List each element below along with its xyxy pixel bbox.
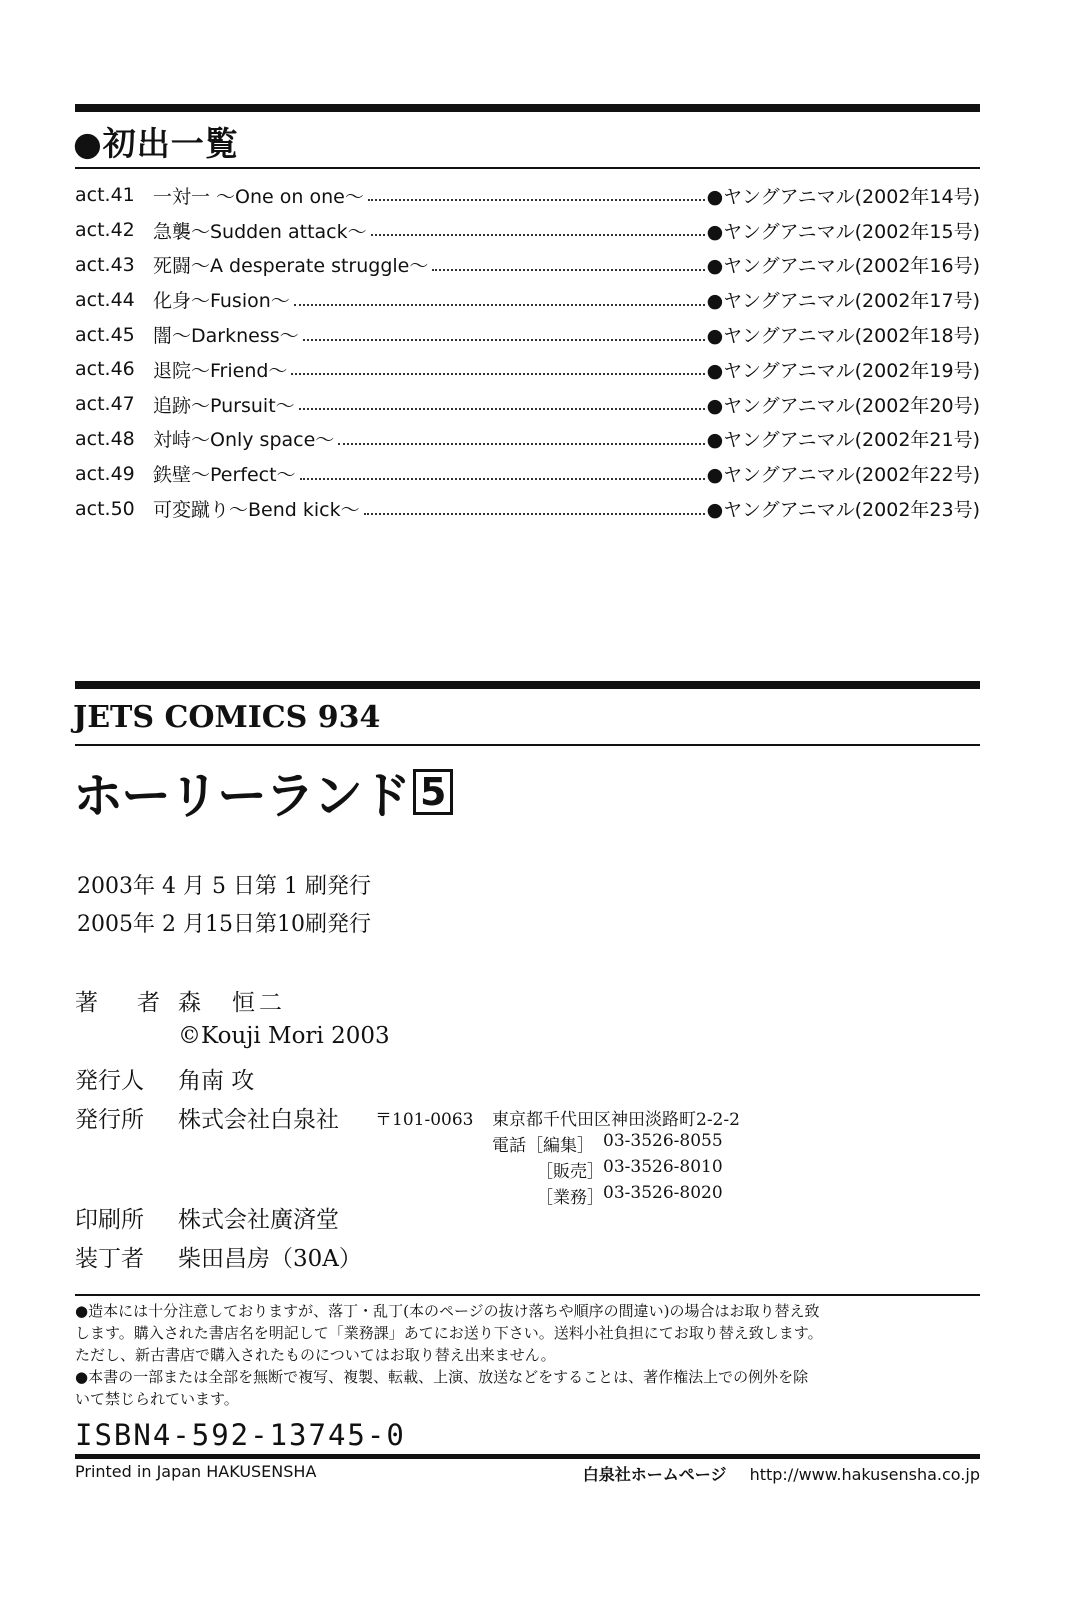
toc-heading-rule [75,167,980,169]
designer-label: 装丁者 [75,1246,144,1272]
series-name: JETS COMICS 934 [73,700,381,735]
toc-title: 鉄壁〜Perfect〜 [153,464,296,487]
notice-line: ●造本には十分注意しておりますが、落丁・乱丁(本のページの抜け落ちや順序の間違い)の場合はお取り替え致 [75,1302,820,1320]
notice-line: いて禁じられています。 [75,1390,239,1408]
book-title [73,756,453,828]
notice-line: ●本書の一部または全部を無断で複写、複製、転載、上演、放送などをすることは、著作権法上での例外を除 [75,1368,809,1386]
toc-act: act.49 [75,462,135,485]
colophon-rule [75,681,980,689]
toc-act: act.42 [75,219,135,242]
dot-leader [299,398,705,410]
toc-act: act.41 [75,184,135,207]
toc-title: 退院〜Friend〜 [153,359,288,382]
notice-line: ただし、新古書店で購入されたものについてはお取り替え出来ません。 [75,1346,556,1364]
toc-title: 急襲〜Sudden attack〜 [153,220,367,243]
phone-number: 03-3526-8055 [603,1131,723,1151]
toc-entry [75,317,980,352]
phone-label: 電話［編集］ [492,1136,594,1156]
publisher-address: 東京都千代田区神田淡路町2-2-2 [492,1110,740,1130]
printer-label: 印刷所 [75,1207,144,1233]
publisher-label: 発行所 [75,1107,144,1133]
footer-rule [75,1454,980,1459]
homepage-url[interactable]: http://www.hakusensha.co.jp [749,1465,980,1484]
toc-source: ●ヤングアニマル(2002年21号) [706,429,980,452]
legal-notice [75,1300,980,1410]
toc-entry [75,456,980,491]
toc-source: ●ヤングアニマル(2002年14号) [706,185,980,208]
toc-act: act.46 [75,358,135,381]
toc-entry [75,352,980,387]
dot-leader [291,363,704,375]
toc-entry [75,282,980,317]
dot-leader [432,259,704,271]
toc-title: 一対一 〜One on one〜 [153,185,364,208]
top-rule [75,104,980,112]
toc-title: 対峙〜Only space〜 [153,429,335,452]
copyright-line: ©Kouji Mori 2003 [178,1023,390,1049]
homepage [583,1462,980,1485]
toc-entry [75,422,980,457]
publisher-name: 株式会社白泉社 [178,1107,339,1133]
publication-dates [77,868,371,944]
notice-line: します。購入された書店名を明記して「業務課」あてにお送り下さい。送料小社負担にてお取り替え致します。 [75,1324,823,1342]
author-name: 森 恒二 [178,990,286,1016]
publisher-person: 角南 攻 [178,1068,255,1094]
dot-leader [338,433,704,445]
toc-source: ●ヤングアニマル(2002年19号) [706,359,980,382]
volume-number: 5 [413,769,453,815]
toc-entry [75,213,980,248]
book-title-text: ホーリーランド [73,767,409,825]
toc-title: 可変蹴り〜Bend kick〜 [153,499,360,522]
dot-leader [300,468,705,480]
dot-leader [294,294,705,306]
series-rule [75,744,980,746]
toc-heading: ●初出一覧 [73,124,239,163]
printer-name: 株式会社廣済堂 [178,1207,339,1233]
toc-act: act.47 [75,393,135,416]
first-print-date: 2003年 4 月 5 日第 1 刷発行 [77,874,371,899]
phone-number: 03-3526-8020 [603,1183,723,1203]
toc-act: act.43 [75,253,135,276]
toc-source: ●ヤングアニマル(2002年23号) [706,499,980,522]
toc-source: ●ヤングアニマル(2002年16号) [706,255,980,278]
toc-act: act.48 [75,427,135,450]
phone-label: ［業務］ [536,1188,604,1208]
toc-entry [75,248,980,283]
dot-leader [368,189,705,201]
notice-rule [75,1294,980,1296]
author-label: 著 者 [75,990,168,1016]
toc-title: 化身〜Fusion〜 [153,290,290,313]
phone-number: 03-3526-8010 [603,1157,723,1177]
designer-name: 柴田昌房（30A） [178,1246,362,1272]
homepage-label: 白泉社ホームページ [582,1465,727,1484]
toc-list [75,178,980,526]
toc-title: 追跡〜Pursuit〜 [153,394,295,417]
publisher-person-label: 発行人 [75,1068,144,1094]
isbn: ISBN4-592-13745-0 [75,1418,406,1452]
postal-code: 〒101-0063 [375,1110,474,1130]
toc-source: ●ヤングアニマル(2002年22号) [706,464,980,487]
toc-entry [75,178,980,213]
latest-print-date: 2005年 2 月15日第10刷発行 [77,912,371,937]
toc-entry [75,491,980,526]
toc-entry [75,387,980,422]
toc-act: act.44 [75,288,135,311]
toc-source: ●ヤングアニマル(2002年20号) [706,394,980,417]
toc-title: 闇〜Darkness〜 [153,325,299,348]
toc-source: ●ヤングアニマル(2002年17号) [706,290,980,313]
toc-title: 死闘〜A desperate struggle〜 [153,255,429,278]
toc-source: ●ヤングアニマル(2002年15号) [706,220,980,243]
toc-source: ●ヤングアニマル(2002年18号) [706,325,980,348]
toc-act: act.50 [75,497,135,520]
dot-leader [303,329,705,341]
printed-in: Printed in Japan HAKUSENSHA [75,1462,317,1481]
dot-leader [364,503,705,515]
phone-label: ［販売］ [536,1162,604,1182]
dot-leader [371,224,705,236]
toc-act: act.45 [75,323,135,346]
